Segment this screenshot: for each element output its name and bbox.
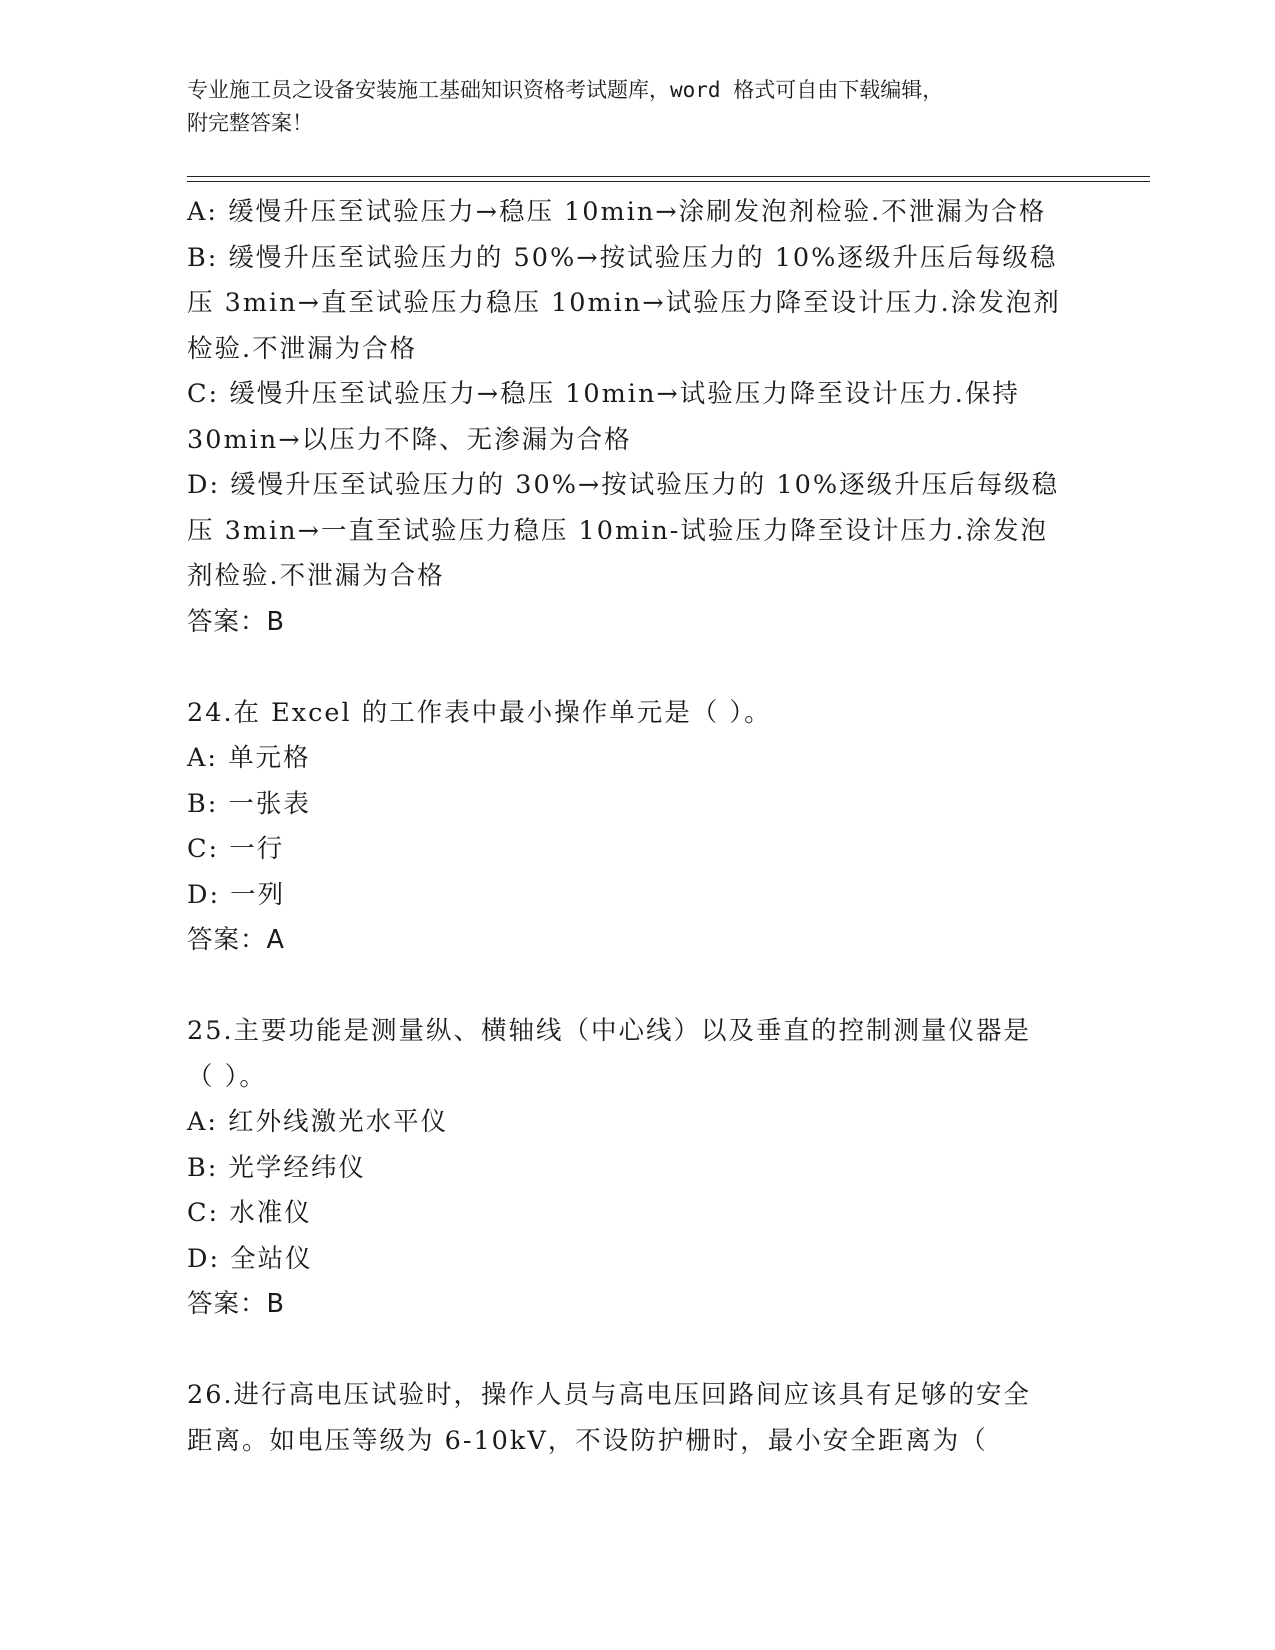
- q23-option-b-line: 压 3min→直至试验压力稳压 10min→试验压力降至设计压力.涂发泡剂: [187, 288, 1061, 318]
- document-header: [187, 74, 1067, 140]
- q23-option-b: [187, 236, 1087, 373]
- spacer: [187, 645, 1087, 691]
- question-content: [187, 190, 1087, 1464]
- q24-option-d: D: 一列: [187, 879, 286, 910]
- q25-option-b: B: 光学经纬仪: [187, 1152, 366, 1183]
- question-23-block: [187, 190, 1087, 645]
- spacer: [187, 1328, 1087, 1374]
- q23-option-d-line: D: 缓慢升压至试验压力的 30%→按试验压力的 10%逐级升压后每级稳: [187, 470, 1060, 500]
- q26-question-line: 距离。如电压等级为 6-10kV，不设防护栅时，最小安全距离为（: [187, 1425, 988, 1456]
- q25-question-line: 25.主要功能是测量纵、横轴线（中心线）以及垂直的控制测量仪器是: [187, 1016, 1032, 1046]
- q23-option-d-line: 剂检验.不泄漏为合格: [187, 561, 445, 591]
- q23-option-c-line: C: 缓慢升压至试验压力→稳压 10min→试验压力降至设计压力.保持: [187, 379, 1020, 409]
- q24-option-a: A: 单元格: [187, 743, 311, 773]
- spacer: [187, 964, 1087, 1010]
- q25-option-d: D: 全站仪: [187, 1243, 313, 1274]
- question-24-block: [187, 691, 1087, 964]
- q24-option-c: C: 一行: [187, 834, 285, 864]
- q23-option-b-line: B: 缓慢升压至试验压力的 50%→按试验压力的 10%逐级升压后每级稳: [187, 242, 1058, 273]
- q23-option-a: A: 缓慢升压至试验压力→稳压 10min→涂刷发泡剂检验.不泄漏为合格: [187, 197, 1047, 227]
- q23-answer: 答案：B: [187, 606, 285, 637]
- q24-option-b: B: 一张表: [187, 788, 311, 819]
- header-divider-bottom: [187, 181, 1150, 182]
- header-divider-top: [187, 176, 1150, 177]
- q23-option-d-line: 压 3min→一直至试验压力稳压 10min-试验压力降至设计压力.涂发泡: [187, 515, 1048, 546]
- q23-option-c-line: 30min→以压力不降、无渗漏为合格: [187, 424, 632, 455]
- q26-question-line: 26.进行高电压试验时，操作人员与高电压回路间应该具有足够的安全: [187, 1380, 1032, 1410]
- header-title-line-1: 专业施工员之设备安装施工基础知识资格考试题库，word 格式可自由下载编辑，: [187, 78, 944, 102]
- question-25-block: [187, 1009, 1087, 1328]
- q25-answer: 答案：B: [187, 1289, 285, 1319]
- q25-option-c: C: 水准仪: [187, 1198, 312, 1228]
- header-title-line-2: 附完整答案！: [187, 111, 313, 135]
- q24-answer: 答案：A: [187, 925, 285, 955]
- q24-question: 24.在 Excel 的工作表中最小操作单元是（ ）。: [187, 697, 772, 728]
- q25-question-line: （ ）。: [187, 1061, 267, 1092]
- q23-option-c: [187, 372, 1087, 463]
- question-26-block: [187, 1373, 1087, 1464]
- q23-option-d: [187, 463, 1087, 600]
- q23-option-b-line: 检验.不泄漏为合格: [187, 333, 418, 364]
- q25-option-a: A: 红外线激光水平仪: [187, 1107, 449, 1137]
